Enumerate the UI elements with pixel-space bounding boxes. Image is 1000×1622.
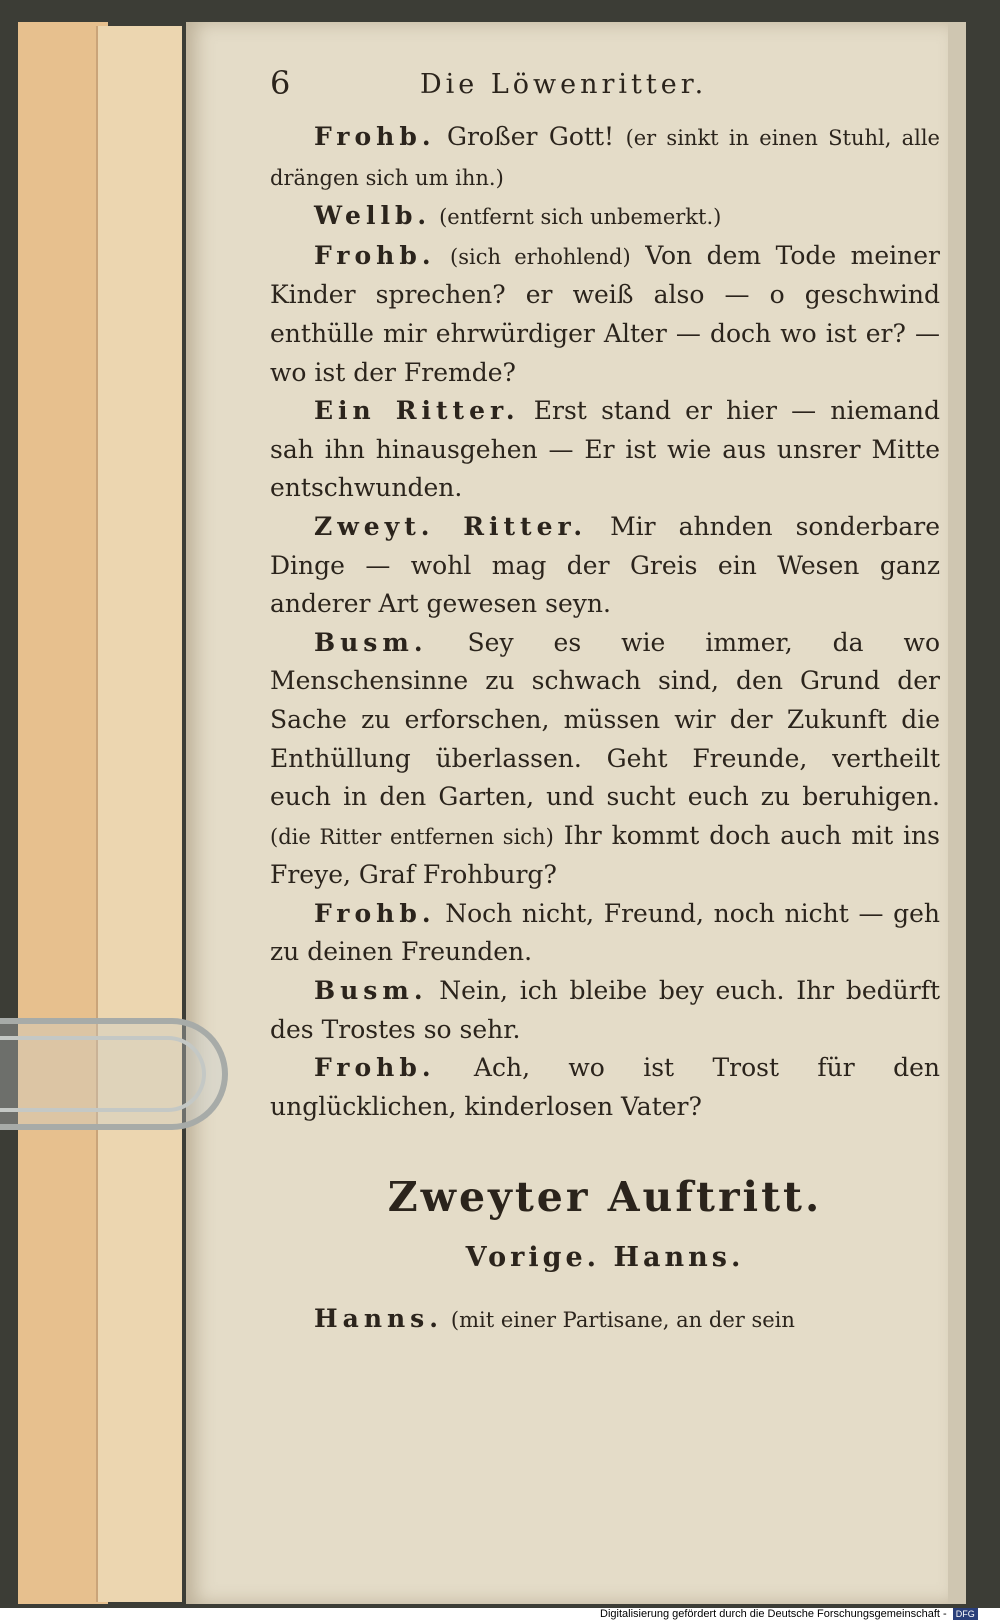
- paper-clip-inner-loop: [0, 1036, 206, 1112]
- dialogue-paragraph: [270, 392, 940, 508]
- dialogue-text: Mir ahnden sonderbare Dinge — wohl mag der Greis ein Wesen ganz anderer Art gewesen seyn.: [270, 511, 940, 619]
- page-text: [270, 60, 940, 1339]
- dialogue-paragraph: [270, 197, 940, 237]
- book-edge-inner: [96, 26, 182, 1602]
- dialogue-text: Großer Gott!: [447, 122, 615, 151]
- speaker-name: Frohb.: [314, 240, 436, 270]
- dialogue-paragraph: [270, 972, 940, 1049]
- dialogue-paragraph: [270, 1049, 940, 1126]
- dialogue-text: Nein, ich bleibe bey euch. Ihr bedürft des Trostes so sehr.: [270, 976, 940, 1044]
- speaker-name: Frohb.: [314, 898, 436, 928]
- dialogue-paragraph: [270, 624, 940, 895]
- stage-direction: (die Ritter entfernen sich): [270, 824, 554, 849]
- dialogue-paragraph: [270, 895, 940, 972]
- dialogue-text: Von dem Tode meiner Kinder sprechen? er weiß also — o geschwind enthülle mir ehrwürdiger Alter — doch wo ist er? — wo ist der Fremde?: [270, 240, 940, 387]
- dialogue-text: Sey es wie immer, da wo Menschensinne zu schwach sind, den Grund der Sache zu erforschen, müssen wir der Zukunft die Enthüllung überlassen. Geht Freunde, vertheilt euch in den Garten, und sucht euch zu beruhigen.: [270, 627, 940, 812]
- scene-heading: Zweyter Auftritt.: [387, 1173, 823, 1222]
- dialogue-paragraph: [270, 237, 940, 392]
- page-header: [270, 60, 940, 110]
- dialogue-text: Noch nicht, Freund, noch nicht — geh zu deinen Freunden.: [270, 898, 941, 967]
- speaker-name: Frohb.: [314, 1053, 436, 1083]
- dialogue-paragraph: [270, 1300, 940, 1340]
- speaker-name: Frohb.: [314, 122, 436, 151]
- stage-direction: (mit einer Partisane, an der sein: [450, 1307, 795, 1332]
- running-title: Die Löwenritter.: [420, 69, 708, 100]
- book-edge-outer: [18, 22, 108, 1604]
- speaker-name: Wellb.: [314, 201, 432, 231]
- funding-credit: Digitalisierung gefördert durch die Deutsche Forschungsgemeinschaft: [600, 1608, 940, 1620]
- dialogue-text: Ach, wo ist Trost für den unglücklichen, kinderlosen Vater?: [270, 1053, 940, 1121]
- page-right-edge: [948, 22, 966, 1604]
- speaker-name: Zweyt. Ritter.: [314, 511, 588, 541]
- scene-cast: Vorige. Hanns.: [465, 1242, 745, 1274]
- speaker-name: Ein Ritter.: [314, 396, 520, 426]
- speaker-name: Busm.: [314, 627, 428, 657]
- stage-direction: (er sinkt in einen Stuhl, alle drängen sich um ihn.): [270, 126, 940, 190]
- stage-direction: (entfernt sich unbemerkt.): [439, 205, 722, 230]
- speaker-name: Busm.: [314, 976, 428, 1006]
- stage-direction: (sich erhohlend): [450, 244, 631, 269]
- page-number: 6: [270, 64, 291, 102]
- dialogue-paragraph: [270, 508, 940, 624]
- dialogue-text: Ihr kommt doch auch mit ins Freye, Graf Frohburg?: [270, 820, 940, 890]
- speaker-name: Hanns.: [314, 1303, 443, 1333]
- dialogue-paragraph: [270, 118, 940, 197]
- dfg-logo: DFG: [953, 1608, 978, 1620]
- dialogue-text: Erst stand er hier — niemand sah ihn hinausgehen — Er ist wie aus unsrer Mitte entschwunden.: [270, 396, 940, 503]
- digitization-footer: Digitalisierung gefördert durch die Deutsche Forschungsgemeinschaft - DFG: [600, 1606, 978, 1622]
